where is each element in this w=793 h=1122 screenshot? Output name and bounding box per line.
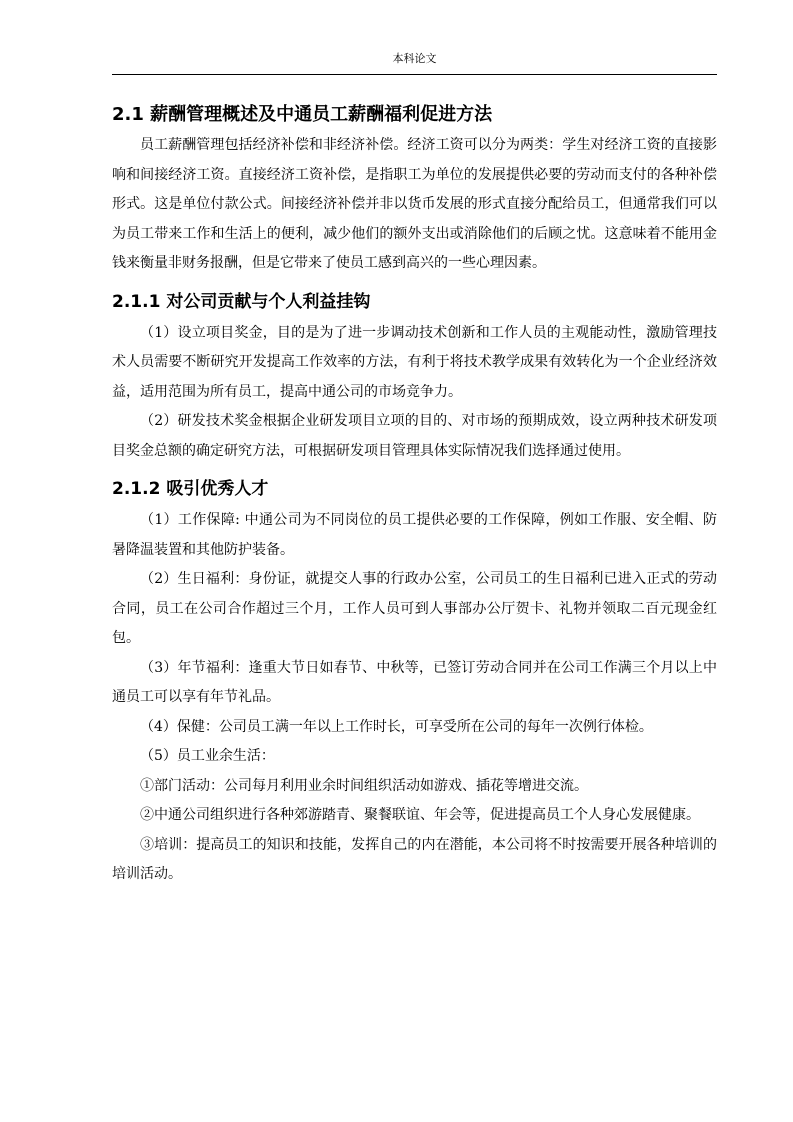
subsection-heading-2-1-1: 2.1.1 对公司贡献与个人利益挂钩 <box>112 291 371 312</box>
paragraph: （2）研发技术奖金根据企业研发项目立项的目的、对市场的预期成效，设立两种技术研发项目奖金总额的确定研究方法，可根据研发项目管理具体实际情况我们选择通过使用。 <box>112 413 717 459</box>
section-intro-paragraph: 员工薪酬管理包括经济补偿和非经济补偿。经济工资可以分为两类：学生对经济工资的直接影响和间接经济工资。直接经济工资补偿，是指职工为单位的发展提供必要的劳动而支付的各种补偿形式。这是单位付款公式。间接经济补偿并非以货币发展的形式直接分配给员工，但通常我们可以为员工带来工作和生活上的便利，减少他们的额外支出或消除他们的后顾之忧。这意味着不能用金钱来衡量非财务报酬，但是它带来了使员工感到高兴的一些心理因素。 <box>112 137 717 271</box>
page-header <box>112 51 717 75</box>
subsection-heading-2-1-2: 2.1.2 吸引优秀人才 <box>112 479 269 499</box>
list-item: ③培训：提高员工的知识和技能，发挥自己的内在潜能，本公司将不时按需要开展各种培训的培训活动。 <box>112 836 717 882</box>
paragraph: （3）年节福利：逢重大节日如春节、中秋等，已签订劳动合同并在公司工作满三个月以上中通员工可以享有年节礼品。 <box>112 659 717 705</box>
paragraph: （5）员工业余生活： <box>140 748 275 764</box>
section-heading: 2.1 薪酬管理概述及中通员工薪酬福利促进方法 <box>112 104 493 125</box>
paragraph: （1）设立项目奖金，目的是为了进一步调动技术创新和工作人员的主观能动性，激励管理技术人员需要不断研究开发提高工作效率的方法，有利于将技术教学成果有效转化为一个企业经济效益，适用范围为所有员工，提高中通公司的市场竞争力。 <box>112 324 717 400</box>
list-item: ②中通公司组织进行各种郊游踏青、聚餐联谊、年会等，促进提高员工个人身心发展健康。 <box>140 807 700 823</box>
paragraph: （4）保健：公司员工满一年以上工作时长，可享受所在公司的每年一次例行体检。 <box>140 718 653 735</box>
paragraph: （1）工作保障: 中通公司为不同岗位的员工提供必要的工作保障，例如工作服、安全帽、防暑降温装置和其他防护装备。 <box>112 512 717 558</box>
paragraph: （2）生日福利：身份证，就提交人事的行政办公室，公司员工的生日福利已进入正式的劳动合同，员工在公司合作超过三个月，工作人员可到人事部办公厅贺卡、礼物并领取二百元现金红包。 <box>112 571 717 646</box>
header-title: 本科论文 <box>392 52 437 65</box>
document-body <box>112 100 717 890</box>
list-item: ①部门活动：公司每月利用业余时间组织活动如游戏、插花等增进交流。 <box>140 777 588 794</box>
